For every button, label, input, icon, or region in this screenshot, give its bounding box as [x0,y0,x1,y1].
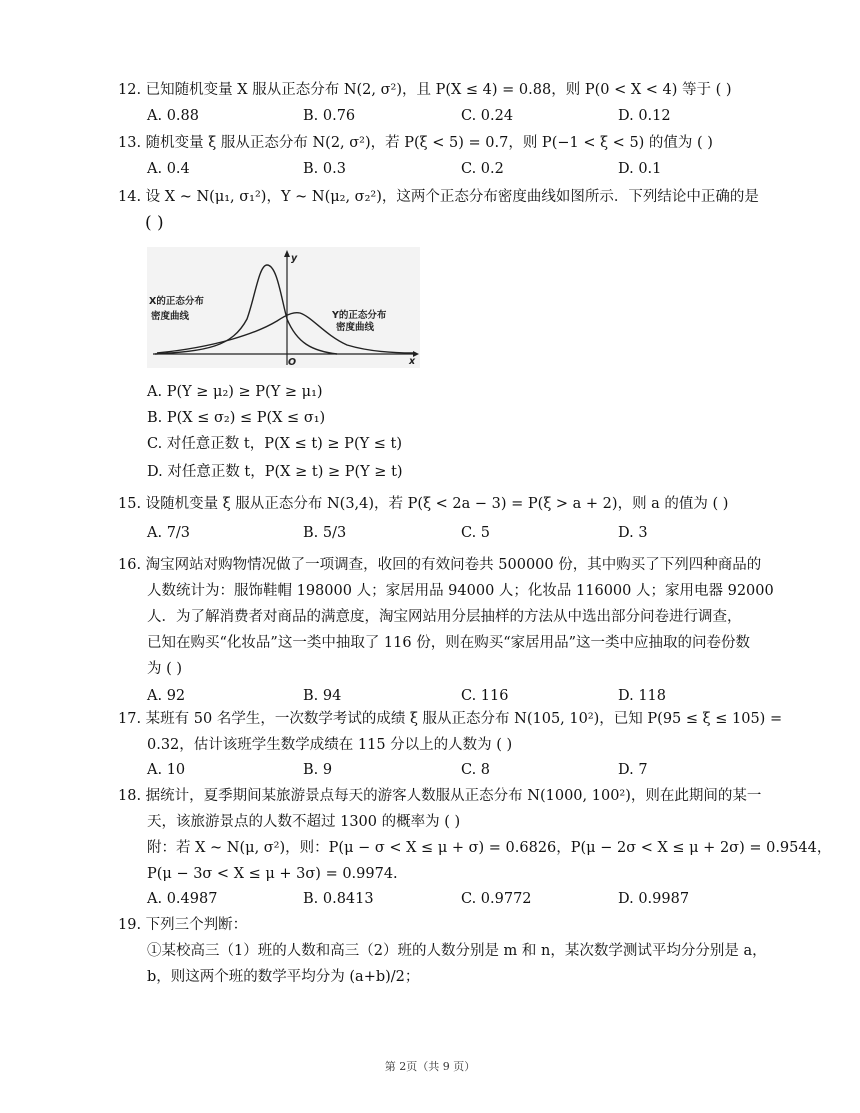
q13-option-b: B. 0.3 [303,161,346,177]
q12-option-a: A. 0.88 [147,108,199,124]
q14-stem: 14. 设 X ~ N(μ₁, σ₁²)，Y ~ N(μ₂, σ₂²)，这两个正态分布密度曲线如图所示．下列结论中正确的是 [118,189,759,205]
q13-option-d: D. 0.1 [618,161,662,177]
q14-option-c: C. 对任意正数 t，P(X ≤ t) ≥ P(Y ≤ t) [147,436,403,452]
q18-line-4: P(μ − 3σ < X ≤ μ + 3σ) = 0.9974. [147,866,398,882]
q12-stem: 12. 已知随机变量 X 服从正态分布 N(2, σ²)，且 P(X ≤ 4) = 0.88，则 P(0 < X < 4) 等于 ( ) [118,82,732,98]
x-curve-label-2: 密度曲线 [151,311,190,322]
q12-option-d: D. 0.12 [618,108,671,124]
x-density-curve [155,265,337,354]
density-curves-svg [147,247,420,368]
y-curve-label-2: 密度曲线 [336,322,375,333]
q18-line-2: 天，该旅游景点的人数不超过 1300 的概率为 ( ) [147,814,461,830]
q18-option-c: C. 0.9772 [461,891,532,907]
origin-label: O [288,357,297,368]
q14-answer-paren: ( ) [145,213,164,233]
page-footer: 第 2页（共 9 页） [384,1060,476,1073]
q14-option-a: A. P(Y ≥ μ₂) ≥ P(Y ≥ μ₁) [147,384,323,400]
q16-option-b: B. 94 [303,688,342,704]
q13-option-c: C. 0.2 [461,161,504,177]
y-axis-arrow [284,250,290,257]
q15-option-c: C. 5 [461,525,491,541]
q17-option-c: C. 8 [461,762,491,778]
q17-line-1: 17. 某班有 50 名学生，一次数学考试的成绩 ξ 服从正态分布 N(105, 10²)，已知 P(95 ≤ ξ ≤ 105) = [118,711,783,727]
q18-option-a: A. 0.4987 [147,891,218,907]
q14-option-b: B. P(X ≤ σ₂) ≤ P(X ≤ σ₁) [147,410,326,426]
q16-line-5: 为 ( ) [147,661,183,677]
q15-stem: 15. 设随机变量 ξ 服从正态分布 N(3,4)，若 P(ξ < 2a − 3) = P(ξ > a + 2)，则 a 的值为 ( ) [118,496,729,512]
q16-option-d: D. 118 [618,688,667,704]
q14-option-d: D. 对任意正数 t，P(X ≥ t) ≥ P(Y ≥ t) [147,464,403,480]
q17-option-b: B. 9 [303,762,333,778]
y-curve-label-1: Y的正态分布 [332,310,387,321]
q12-option-c: C. 0.24 [461,108,514,124]
x-curve-label-1: X的正态分布 [149,296,204,307]
x-axis-label: x [409,356,416,367]
q16-line-1: 16. 淘宝网站对购物情况做了一项调查，收回的有效问卷共 500000 份，其中购买了下列四种商品的 [118,557,762,573]
q17-option-a: A. 10 [147,762,186,778]
q12-option-b: B. 0.76 [303,108,356,124]
q17-option-d: D. 7 [618,762,648,778]
q15-option-d: D. 3 [618,525,648,541]
q19-line-3: b，则这两个班的数学平均分为 (a+b)/2； [147,969,420,985]
q16-line-3: 人．为了解消费者对商品的满意度，淘宝网站用分层抽样的方法从中选出部分问卷进行调查， [147,609,742,625]
q13-stem: 13. 随机变量 ξ 服从正态分布 N(2, σ²)，若 P(ξ < 5) = 0.7，则 P(−1 < ξ < 5) 的值为 ( ) [118,135,713,151]
q17-line-2: 0.32，估计该班学生数学成绩在 115 分以上的人数为 ( ) [147,737,513,753]
y-axis-label: y [291,253,298,264]
q18-option-d: D. 0.9987 [618,891,690,907]
q19-line-2: ①某校高三（1）班的人数和高三（2）班的人数分别是 m 和 n，某次数学测试平均分分别是 a， [147,943,767,959]
q19-line-1: 19. 下列三个判断： [118,917,248,933]
q18-line-3: 附：若 X ~ N(μ, σ²)，则：P(μ − σ < X ≤ μ + σ) = 0.6826，P(μ − 2σ < X ≤ μ + 2σ) = 0.9544， [147,840,832,856]
q18-line-1: 18. 据统计，夏季期间某旅游景点每天的游客人数服从正态分布 N(1000, 100²)，则在此期间的某一 [118,788,762,804]
normal-density-figure [147,247,420,368]
q13-option-a: A. 0.4 [147,161,190,177]
q16-option-a: A. 92 [147,688,186,704]
q16-line-2: 人数统计为：服饰鞋帽 198000 人；家居用品 94000 人；化妆品 116000 人；家用电器 92000 [147,583,774,599]
q18-option-b: B. 0.8413 [303,891,374,907]
q15-option-b: B. 5/3 [303,525,347,541]
q16-line-4: 已知在购买“化妆品”这一类中抽取了 116 份，则在购买“家居用品”这一类中应抽取的问卷份数 [147,635,751,651]
q15-option-a: A. 7/3 [147,525,191,541]
q16-option-c: C. 116 [461,688,509,704]
